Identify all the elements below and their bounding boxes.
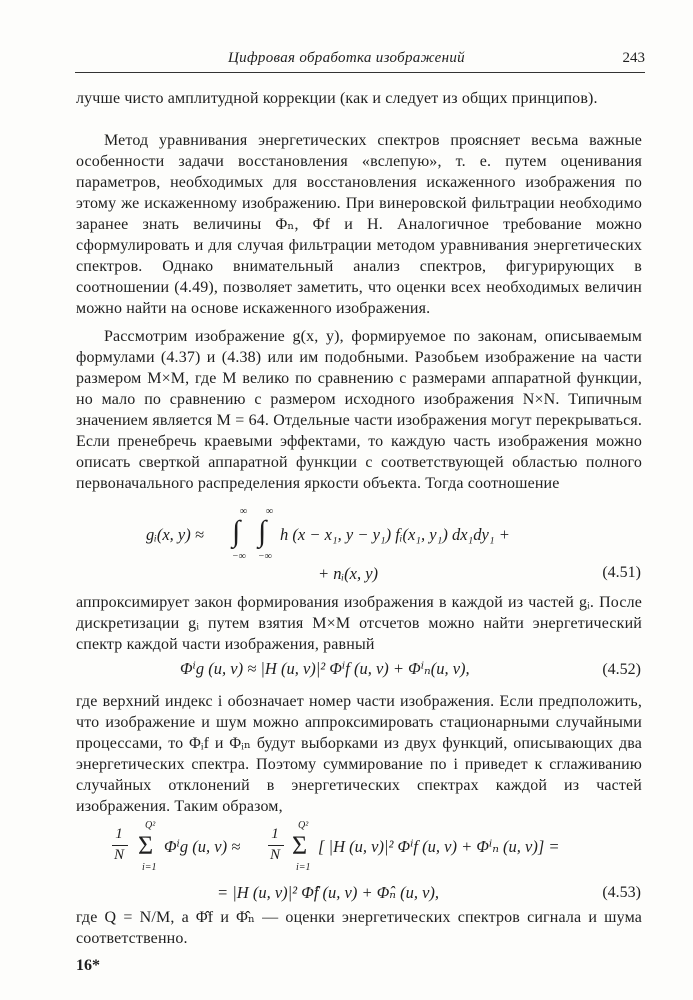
signature-mark: 16* [76,957,100,974]
paragraph-estimates: где Q = N/M, а Φ̂f и Φ̂ₙ — оценки энергетических спектров сигнала и шума соответственно. [76,909,642,947]
eq453-lhs-term: Φⁱg (u, v) ≈ [164,837,241,856]
page-number: 243 [622,50,645,66]
eq453-frac1-num: 1 [115,826,123,842]
eq453-sum2-lower: i=1 [296,862,311,873]
eq451-line2: + nᵢ(x, y) [318,564,379,583]
eq453-number: (4.53) [602,884,641,901]
integral-1-lower: −∞ [232,551,246,562]
eq451-integrand: h (x − x₁, y − y₁) fᵢ(x₁, y₁) dx₁dy₁ + [280,525,510,544]
eq451-lhs: gᵢ(x, y) ≈ [146,525,204,544]
paragraph-continuation: лучше чисто амплитудной коррекции (как и следует из общих принципов). [76,90,598,107]
running-title: Цифровая обработка изображений [228,50,465,66]
eq452-body: Φⁱg (u, v) ≈ |H (u, v)|² Φⁱf (u, v) + Φⁱₙ(u, v), [180,659,470,678]
paragraph-averaging: где верхний индекс i обозначает номер части изображения. Если предположить, что изображение и шум можно аппроксимировать стационарными случайными процессами, то Φᵢf и Φᵢₙ будут выборками из двух функций, описывающих два энергетических спектра. Поэтому суммирование по i приведет к сглаживанию случайных отклонений в энергетических спектрах каждой из частей изображения. Таким образом, [76,693,642,815]
eq453-frac2-num: 1 [271,826,279,842]
header-rule [75,72,645,73]
eq453-sum1-upper: Q² [145,820,156,831]
integral-sign-2: ∫ [258,515,267,548]
sum-sign-2: Σ [292,831,308,860]
paragraph-image-partition: Рассмотрим изображение g(x, y), формируемое по законам, описываемым формулами (4.37) и (4.38) или им подобными. Разобьем изображение на части размером M×M, где M велико по сравнению с размерами аппаратной функции, но мало по сравнению с размером исходного изображения N×N. Типичным значением является M = 64. Отдельные части изображения могут перекрываться. Если пренебречь краевыми эффектами, то каждую часть изображения можно описать сверткой аппаратной функции с соответствующей областью полного первоначального распределения яркости объекта. Тогда соотношение [76,328,642,492]
eq453-frac1-den: N [113,847,124,863]
paragraph-spectrum-per-part: аппроксимирует закон формирования изображения в каждой из частей gᵢ. После дискретизации gᵢ путем взятия M×M отсчетов можно найти энергетический спектр каждой части изображения, равный [76,594,642,653]
eq453-frac1-line [112,845,128,846]
eq452-number: (4.52) [602,661,641,678]
eq451-number: (4.51) [602,564,641,581]
integral-1-upper: ∞ [240,506,248,517]
eq453-frac2-line [268,845,284,846]
integral-2-upper: ∞ [266,506,274,517]
eq453-sum2-upper: Q² [298,820,309,831]
integral-sign-1: ∫ [232,515,241,548]
paragraph-spectrum-equalization: Метод уравнивания энергетических спектров проясняет весьма важные особенности задачи восстановления «вслепую», т. е. путем оценивания параметров, необходимых для восстановления искаженного изображения по этому же искаженному изображению. При винеровской фильтрации необходимо заранее знать величины Φₙ, Φf и H. Аналогичное требование можно сформулировать и для случая фильтрации методом уравнивания энергетических спектров. Однако внимательный анализ спектров, фигурирующих в соотношении (4.49), позволяет заметить, что оценки всех необходимых величин можно найти на основе искаженного изображения. [76,132,642,317]
eq453-line2: = |H (u, v)|² Φ̂f (u, v) + Φ̂ₙ (u, v), [217,883,440,902]
sum-sign-1: Σ [138,831,154,860]
integral-2-lower: −∞ [258,551,272,562]
eq453-rhs-term: [ |H (u, v)|² Φⁱf (u, v) + Φⁱₙ (u, v)] = [318,837,560,856]
eq453-frac2-den: N [269,847,280,863]
eq453-sum1-lower: i=1 [142,862,157,873]
